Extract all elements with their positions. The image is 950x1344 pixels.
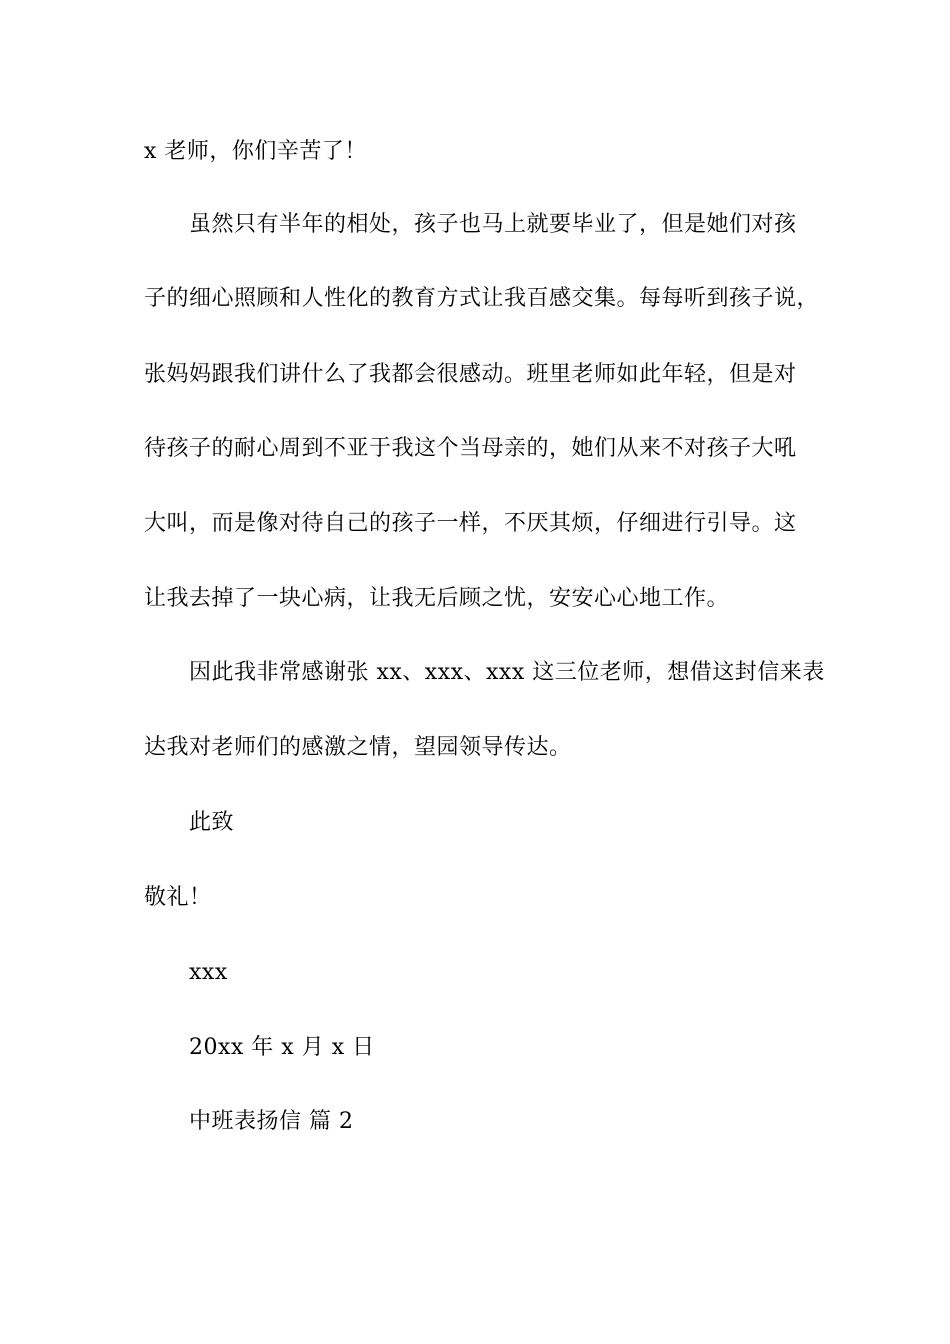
paragraph-1-line-6: 让我去掉了一块心病，让我无后顾之忧，安安心心地工作。	[144, 586, 730, 611]
paragraph-1-line-1: 虽然只有半年的相处，孩子也马上就要毕业了，但是她们对孩	[189, 212, 797, 237]
paragraph-1-line-5: 大叫，而是像对待自己的孩子一样，不厌其烦，仔细进行引导。这	[144, 511, 797, 536]
closing-salutation: 此致	[189, 810, 235, 835]
signature: xxx	[189, 960, 228, 985]
paragraph-1-line-4: 待孩子的耐心周到不亚于我这个当母亲的，她们从来不对孩子大吼	[144, 436, 797, 461]
paragraph-2-line-2: 达我对老师们的感激之情，望园领导传达。	[144, 735, 572, 760]
closing-regards: 敬礼！	[144, 885, 212, 910]
section-heading: 中班表扬信 篇 2	[189, 1109, 354, 1134]
greeting-line: x 老师，你们辛苦了！	[144, 139, 367, 164]
paragraph-1-line-2: 子的细心照顾和人性化的教育方式让我百感交集。每每听到孩子说，	[144, 286, 820, 311]
paragraph-1-line-3: 张妈妈跟我们讲什么了我都会很感动。班里老师如此年轻，但是对	[144, 362, 797, 387]
date-line: 20xx 年 x 月 x 日	[189, 1035, 375, 1060]
paragraph-2-line-1: 因此我非常感谢张 xx、xxx、xxx 这三位老师，想借这封信来表	[189, 660, 825, 685]
